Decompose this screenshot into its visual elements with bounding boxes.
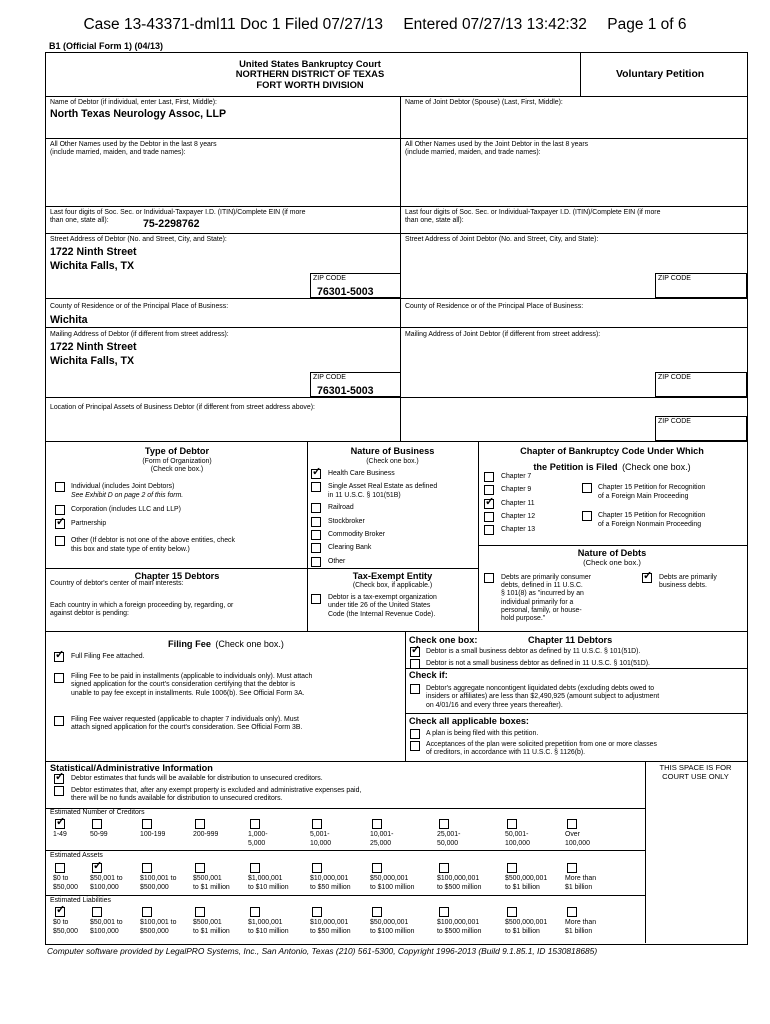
divider [46,761,747,762]
stats-title: Statistical/Administrative Information [50,763,213,773]
creditors-option-line2: 5,000 [248,839,266,847]
joint-ein-label: Last four digits of Soc. Sec. or Individual-Taxpayer I.D. (ITIN)/Complete EIN (if more [405,209,661,216]
court-line-1: United States Bankruptcy Court [239,58,381,69]
assets-label: Estimated Assets [50,852,103,859]
creditors-checkbox[interactable] [507,819,517,829]
type-of-debtor-checkbox[interactable] [55,536,65,546]
creditors-option: 200-999 [193,831,219,838]
funds-available-text: Debtor estimates that funds will be available for distribution to unsecured creditors. [71,775,323,782]
assets-option: $100,000,001 [437,875,480,882]
court-name [150,59,470,90]
joint-debtor-name-label: Name of Joint Debtor (Spouse) (Last, First, Middle): [405,99,563,106]
zip-label: ZIP CODE [313,374,346,381]
divider [46,233,747,234]
tax-exempt-text: Code (the Internal Revenue Code). [328,610,436,618]
other-names-label: All Other Names used by the Debtor in the last 8 years [50,141,217,148]
installment-fee-text: signed application for the court's consideration certifying that the debtor is [71,681,296,689]
assets-option: $0 to [53,875,69,882]
divider [46,397,747,398]
divider [46,850,646,851]
liabilities-checkbox[interactable] [142,907,152,917]
business-debts-checkbox[interactable] [642,573,652,583]
nature-of-business-option-line2: in 11 U.S.C. § 101(51B) [328,492,401,499]
creditors-checkbox[interactable] [55,819,65,829]
liabilities-checkbox[interactable] [92,907,102,917]
funds-available-checkbox[interactable] [54,774,64,784]
assets-checkbox[interactable] [507,863,517,873]
nature-of-debts-sub: (Check one box.) [583,558,641,567]
consumer-debts-text: individual primarily for a [501,598,574,606]
creditors-checkbox[interactable] [312,819,322,829]
case-number: Case 13-43371-dml11 Doc 1 Filed 07/27/13 [83,16,384,33]
zip-label: ZIP CODE [658,374,691,381]
full-fee-text: Full Filing Fee attached. [71,653,145,660]
no-funds-text: Debtor estimates that, after any exempt property is excluded and administrative expenses paid, [71,787,362,794]
chapter-check: (Check one box.) [622,462,691,472]
filing-fee-heading: Filing Fee [168,639,211,649]
aggregate-debts-text: insiders or affiliates) are less than $2,490,925 (amount subject to adjustment [426,693,660,701]
consumer-debts-checkbox[interactable] [484,573,494,583]
installment-fee-text: Filing Fee to be paid in installments (applicable to individuals only). Must attach [71,673,313,680]
joint-county-label: County of Residence or of the Principal Place of Business: [405,303,584,310]
nature-of-business-checkbox[interactable] [311,469,321,479]
assets-option: More than [565,875,597,882]
type-of-debtor-option-line2: See Exhibit D on page 2 of this form. [71,492,184,499]
assets-option: $10,000,001 [310,875,349,882]
chapter-checkbox[interactable] [484,525,494,535]
joint-ein-label-2: than one, state all): [405,217,464,224]
liabilities-option: $50,001 to [90,919,123,926]
joint-other-names-label: All Other Names used by the Joint Debtor in the last 8 years [405,141,589,148]
assets-option-line2: to $500 million [437,883,482,891]
consumer-debts-text: debts, defined in 11 U.S.C. [501,582,583,590]
nature-of-business-option: Other [328,558,346,565]
fee-waiver-text: Filing Fee waiver requested (applicable to chapter 7 individuals only). Must [71,716,299,723]
court-line-2: NORTHERN DISTRICT OF TEXAS [235,68,385,80]
divider [405,713,747,714]
creditors-option: 1-49 [53,831,67,838]
liabilities-option-line2: to $100 million [370,927,415,935]
tax-exempt-sub: (Check box, if applicable.) [352,582,433,589]
liabilities-option-line2: to $500 million [437,927,482,935]
chapter15-title: Chapter 15 Debtors [134,571,220,581]
street-label: Street Address of Debtor (No. and Street, City, and State): [50,236,227,243]
divider [46,138,747,139]
divider [645,761,646,943]
creditors-checkbox[interactable] [567,819,577,829]
other-names-label-2: (include married, maiden, and trade names): [50,149,186,156]
liabilities-checkbox[interactable] [55,907,65,917]
creditors-checkbox[interactable] [372,819,382,829]
chapter15-option: Chapter 15 Petition for Recognition [598,484,706,491]
divider [478,545,747,546]
divider [405,668,747,669]
creditors-option-line2: 100,000 [565,839,590,847]
no-funds-text: there will be no funds available for distribution to unsecured creditors. [71,795,283,803]
assets-option: $500,000,001 [505,875,548,882]
foreign-proceeding-label-2: against debtor is pending: [50,610,129,617]
aggregate-debts-checkbox[interactable] [410,684,420,694]
creditors-checkbox[interactable] [92,819,102,829]
creditors-label: Estimated Number of Creditors [50,809,145,816]
location-label: Location of Principal Assets of Business Debtor (if different from street address above): [50,404,315,411]
country-label: Country of debtor's center of main interests: [50,580,184,587]
creditors-checkbox[interactable] [142,819,152,829]
debtor-name[interactable]: North Texas Neurology Assoc, LLP [50,108,227,120]
divider [46,298,747,299]
chapter-option: Chapter 7 [501,473,532,480]
entered-date: Entered 07/27/13 13:42:32 [403,16,587,33]
type-of-debtor-checkbox[interactable] [55,505,65,515]
chapter-option: Chapter 9 [501,486,532,493]
liabilities-option: $100,000,001 [437,919,480,926]
divider [46,206,747,207]
nature-of-business-title: Nature of Business [350,446,435,456]
tax-exempt-title: Tax-Exempt Entity [352,571,433,581]
type-of-debtor-option-line2: this box and state type of entity below.) [71,546,190,553]
type-of-debtor-title: Type of Debtor [144,446,210,456]
filing-fee-sub: (Check one box.) [215,639,284,649]
not-small-business-text: Debtor is not a small business debtor as defined in 11 U.S.C. § 101(51D). [426,660,650,667]
zip-value: 76301-5003 [317,286,374,298]
zip-field[interactable] [310,273,401,298]
foreign-proceeding-label: Each country in which a foreign proceeding by, regarding, or [50,602,234,609]
chapter-checkbox[interactable] [484,499,494,509]
ein-label-2: than one, state all): [50,217,109,224]
liabilities-option: $0 to [53,919,69,926]
liabilities-option: $50,000,001 [370,919,409,926]
assets-option-line2: $100,000 [90,883,119,891]
liabilities-option: More than [565,919,597,926]
liabilities-label: Estimated Liabilities [50,897,111,904]
chapter-option: Chapter 11 [501,500,535,507]
liabilities-option-line2: $50,000 [53,927,78,935]
county-value[interactable]: Wichita [50,314,88,326]
form-id: B1 (Official Form 1) (04/13) [49,41,164,51]
full-fee-checkbox[interactable] [54,652,64,662]
creditors-checkbox[interactable] [195,819,205,829]
debtor-ein[interactable]: 75-2298762 [143,218,200,230]
aggregate-debts-text: on 4/01/16 and every three years thereafter). [426,701,563,709]
nature-of-debts-title: Nature of Debts [577,548,647,558]
creditors-option: 50-99 [90,831,108,838]
chapter15-checkbox[interactable] [582,511,592,521]
creditors-option: 100-199 [140,831,166,838]
street-line-2[interactable]: Wichita Falls, TX [50,260,135,272]
creditors-option: 1,000- [248,831,268,838]
creditors-checkbox[interactable] [439,819,449,829]
court-line-3: FORT WORTH DIVISION [256,78,364,90]
nature-of-business-option: Single Asset Real Estate as defined [328,483,438,490]
creditors-option-line2: 25,000 [370,839,392,847]
ch11-check-all: Check all applicable boxes: [409,716,529,726]
tax-exempt-checkbox[interactable] [311,594,321,604]
installment-fee-text: unable to pay fee except in installments. Rule 1006(b). See Official Form 3A. [71,689,305,697]
nature-of-business-option: Railroad [328,504,354,511]
creditors-option: 5,001- [310,831,330,838]
ch11-title: Chapter 11 Debtors [528,635,613,645]
street-line-1[interactable]: 1722 Ninth Street [50,246,137,258]
creditors-option: 50,001- [505,831,529,838]
creditors-option-line2: 100,000 [505,839,530,847]
creditors-checkbox[interactable] [250,819,260,829]
chapter-checkbox[interactable] [484,512,494,522]
divider [46,895,646,896]
no-funds-checkbox[interactable] [54,786,64,796]
assets-option-line2: to $10 million [248,883,289,891]
liabilities-option-line2: $100,000 [90,927,119,935]
type-of-debtor-checkbox[interactable] [55,519,65,529]
liabilities-option: $500,000,001 [505,919,548,926]
assets-option-line2: $1 billion [565,883,593,891]
chapter-option: Chapter 13 [501,526,536,533]
filing-header [0,16,770,34]
joint-street-label: Street Address of Joint Debtor (No. and Street, City, and State): [405,236,599,243]
mailing-line-1[interactable]: 1722 Ninth Street [50,341,137,353]
plan-filed-text: A plan is being filed with this petition. [426,730,539,737]
creditors-option: 25,001- [437,831,461,838]
assets-option-line2: to $50 million [310,883,351,891]
divider [405,631,406,761]
assets-option: $500,001 [193,875,222,882]
installment-fee-checkbox[interactable] [54,673,64,683]
assets-option-line2: to $1 million [193,883,230,891]
creditors-option: 10,001- [370,831,394,838]
tax-exempt-text: Debtor is a tax-exempt organization [328,594,437,601]
chapter-title: Chapter of Bankruptcy Code Under Which [520,446,704,456]
zip-label: ZIP CODE [658,418,691,425]
nature-of-business-option: Health Care Business [328,470,395,477]
assets-checkbox[interactable] [195,863,205,873]
court-use-1: THIS SPACE IS FOR [659,763,732,772]
creditors-option-line2: 10,000 [310,839,332,847]
divider [46,568,479,569]
liabilities-checkbox[interactable] [250,907,260,917]
plan-filed-checkbox[interactable] [410,729,420,739]
aggregate-debts-text: Debtor's aggregate noncontigent liquidated debts (excluding debts owed to [426,685,655,692]
county-label: County of Residence or of the Principal Place of Business: [50,303,229,310]
acceptances-text: Acceptances of the plan were solicited prepetition from one or more classes [426,741,657,748]
page-number: Page 1 of 6 [607,16,687,33]
type-of-debtor-option: Partnership [71,520,107,527]
nature-of-business-sub: (Check one box.) [366,458,419,465]
nature-of-business-checkbox[interactable] [311,557,321,567]
nature-of-business-option: Clearing Bank [328,544,372,551]
liabilities-option-line2: $1 billion [565,927,593,935]
nature-of-business-checkbox[interactable] [311,530,321,540]
business-debts-text: business debts. [659,582,707,590]
joint-mailing-zip-field[interactable] [655,372,747,397]
consumer-debts-text: Debts are primarily consumer [501,574,591,581]
type-of-debtor-option: Corporation (includes LLC and LLP) [71,506,181,513]
mailing-zip-field[interactable] [310,372,401,397]
divider [46,96,747,97]
liabilities-checkbox[interactable] [439,907,449,917]
assets-checkbox[interactable] [250,863,260,873]
liabilities-checkbox[interactable] [567,907,577,917]
divider [46,631,747,632]
liabilities-option: $10,000,001 [310,919,349,926]
small-business-text: Debtor is a small business debtor as defined by 11 U.S.C. § 101(51D). [426,648,641,655]
assets-checkbox[interactable] [55,863,65,873]
chapter-checkbox[interactable] [484,485,494,495]
assets-option-line2: $500,000 [140,883,169,891]
fee-waiver-text: attach signed application for the court's consideration. See Official Form 3B. [71,724,303,732]
zip-label: ZIP CODE [658,275,691,282]
petition-type: Voluntary Petition [616,69,705,80]
chapter-checkbox[interactable] [484,472,494,482]
nature-of-business-checkbox[interactable] [311,503,321,513]
liabilities-option: $100,001 to [140,919,177,926]
chapter15-option-line2: of a Foreign Main Proceeding [598,493,689,500]
liabilities-option-line2: to $10 million [248,927,289,935]
consumer-debts-text: § 101(8) as "incurred by an [501,590,584,598]
tax-exempt-text: under title 26 of the United States [328,602,431,610]
acceptances-checkbox[interactable] [410,741,420,751]
chapter15-checkbox[interactable] [582,483,592,493]
assets-checkbox[interactable] [312,863,322,873]
liabilities-checkbox[interactable] [372,907,382,917]
assets-option: $100,001 to [140,875,177,882]
small-business-checkbox[interactable] [410,647,420,657]
liabilities-option-line2: to $1 billion [505,927,540,935]
ch11-check-if: Check if: [409,670,448,680]
debtor-name-label: Name of Debtor (if individual, enter Last, First, Middle): [50,99,217,106]
business-debts-text: Debts are primarily [659,574,717,581]
liabilities-option-line2: to $1 million [193,927,230,935]
joint-mailing-label: Mailing Address of Joint Debtor (if different from street address): [405,331,601,338]
type-of-debtor-option: Other (If debtor is not one of the above entities, check [71,537,235,544]
liabilities-checkbox[interactable] [195,907,205,917]
liabilities-option-line2: $500,000 [140,927,169,935]
liabilities-checkbox[interactable] [507,907,517,917]
divider [46,327,747,328]
consumer-debts-text: personal, family, or house- [501,606,582,614]
divider [580,53,581,97]
mailing-line-2[interactable]: Wichita Falls, TX [50,355,135,367]
nature-of-business-option: Stockbroker [328,518,365,525]
assets-checkbox[interactable] [142,863,152,873]
consumer-debts-text: hold purpose." [501,615,546,622]
location-zip-field[interactable] [655,416,747,441]
ein-label: Last four digits of Soc. Sec. or Individual-Taxpayer I.D. (ITIN)/Complete EIN (if more [50,209,306,216]
nature-of-business-checkbox[interactable] [311,543,321,553]
liabilities-option: $1,000,001 [248,919,283,926]
type-of-debtor-option: Individual (includes Joint Debtors) [71,483,175,490]
type-of-debtor-check: (Check one box.) [150,466,204,473]
assets-checkbox[interactable] [92,863,102,873]
ch11-check-one: Check one box: [409,635,478,645]
assets-option: $1,000,001 [248,875,283,882]
chapter15-option: Chapter 15 Petition for Recognition [598,512,706,519]
nature-of-business-option: Commodity Broker [328,531,386,538]
type-of-debtor-sub: (Form of Organization) [142,458,212,465]
chapter-option: Chapter 12 [501,513,536,520]
nature-of-business-checkbox[interactable] [311,517,321,527]
acceptances-text: of creditors, in accordance with 11 U.S.C. § 1126(b). [426,749,586,757]
joint-other-names-label-2: (include married, maiden, and trade names): [405,149,541,156]
joint-zip-field[interactable] [655,273,747,298]
filing-fee-title [47,634,405,652]
zip-label: ZIP CODE [313,275,346,282]
creditors-option-line2: 50,000 [437,839,459,847]
creditors-option: Over [565,831,580,838]
nature-of-business-checkbox[interactable] [311,482,321,492]
assets-option-line2: $50,000 [53,883,78,891]
mailing-label: Mailing Address of Debtor (if different from street address): [50,331,229,338]
chapter-title-line-2: the Petition is Filed [533,462,618,472]
chapter15-option-line2: of a Foreign Nonmain Proceeding [598,521,702,528]
assets-option: $50,000,001 [370,875,409,882]
liabilities-checkbox[interactable] [312,907,322,917]
assets-option-line2: to $1 billion [505,883,540,891]
liabilities-option: $500,001 [193,919,222,926]
court-use-2: COURT USE ONLY [662,772,729,781]
assets-checkbox[interactable] [567,863,577,873]
liabilities-option-line2: to $50 million [310,927,351,935]
fee-waiver-checkbox[interactable] [54,716,64,726]
divider [46,441,747,442]
assets-option-line2: to $100 million [370,883,415,891]
zip-value: 76301-5003 [317,385,374,397]
assets-option: $50,001 to [90,875,123,882]
type-of-debtor-checkbox[interactable] [55,482,65,492]
software-footer: Computer software provided by LegalPRO Systems, Inc., San Antonio, Texas (210) 561-5300, Copyright 1996-2013 (Build 9.1.85.1, ID 1530818685) [47,946,598,956]
assets-checkbox[interactable] [372,863,382,873]
assets-checkbox[interactable] [439,863,449,873]
